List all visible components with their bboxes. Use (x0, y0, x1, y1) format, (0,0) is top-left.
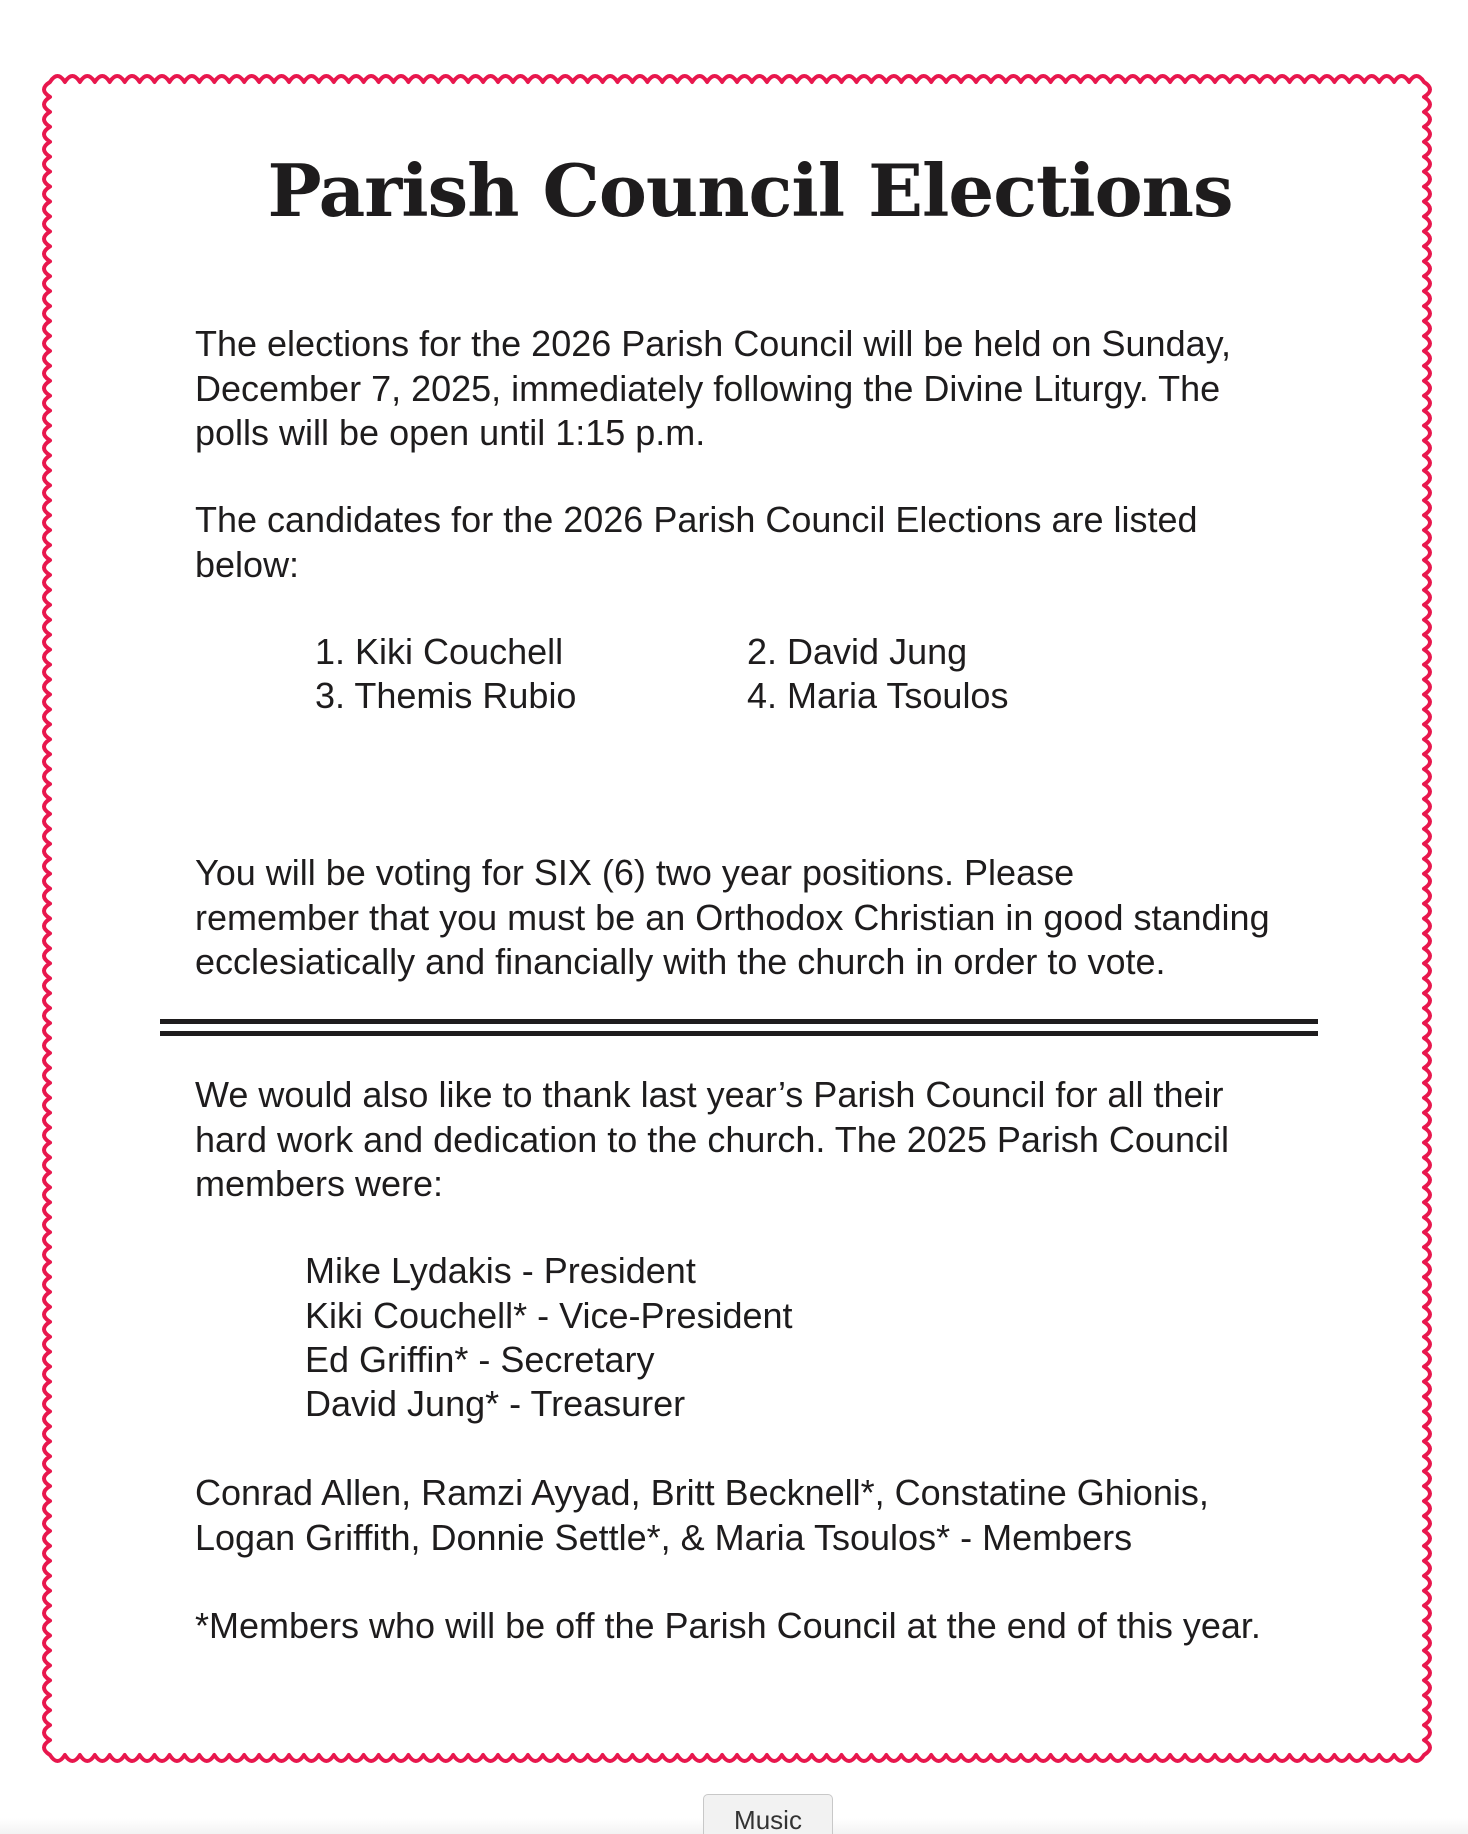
members-line: Logan Griffith, Donnie Settle*, & Maria Tsoulos* - Members (195, 1516, 1133, 1558)
candidate-item: 1. Kiki Couchell (315, 631, 564, 672)
voting-note-line: You will be voting for SIX (6) two year positions. Please (195, 852, 1075, 893)
members-line: Conrad Allen, Ramzi Ayyad, Britt Becknell*, Constatine Ghionis, (195, 1472, 1209, 1513)
candidate-item: 4. Maria Tsoulos (747, 675, 1009, 716)
thanks-line: We would also like to thank last year’s Parish Council for all their (195, 1074, 1224, 1115)
intro-line: The elections for the 2026 Parish Council will be held on Sunday, (195, 323, 1231, 364)
candidate-item: 3. Themis Rubio (315, 675, 577, 716)
candidates-intro-line: below: (195, 543, 300, 585)
music-tab-button[interactable]: Music (703, 1794, 833, 1834)
intro-line: December 7, 2025, immediately following the Divine Liturgy. The (195, 367, 1221, 409)
thanks-line: hard work and dedication to the church. The 2025 Parish Council (195, 1118, 1229, 1160)
candidates-intro-line: The candidates for the 2026 Parish Council Elections are listed (195, 499, 1198, 540)
voting-note-line: ecclesiatically and financially with the church in order to vote. (195, 941, 1166, 982)
thanks-paragraph (195, 1073, 1335, 1207)
footnote: *Members who will be off the Parish Council at the end of this year. (195, 1605, 1261, 1646)
officer-item: Ed Griffin* - Secretary (305, 1339, 655, 1380)
thanks-line: members were: (195, 1163, 444, 1204)
officer-item: Mike Lydakis - President (305, 1250, 696, 1291)
candidates-intro (195, 498, 1335, 587)
intro-paragraph (195, 322, 1335, 456)
members-paragraph (195, 1471, 1335, 1560)
voting-note (195, 851, 1335, 985)
voting-note-line: remember that you must be an Orthodox Christian in good standing (195, 896, 1270, 938)
page-title: Parish Council Elections (267, 148, 1233, 233)
divider-bottom-line (160, 1031, 1318, 1036)
divider-top-line (160, 1019, 1318, 1024)
officer-item: David Jung* - Treasurer (305, 1383, 686, 1424)
intro-line: polls will be open until 1:15 p.m. (195, 412, 706, 453)
candidate-item: 2. David Jung (747, 631, 968, 672)
officer-item: Kiki Couchell* - Vice-President (305, 1295, 793, 1336)
